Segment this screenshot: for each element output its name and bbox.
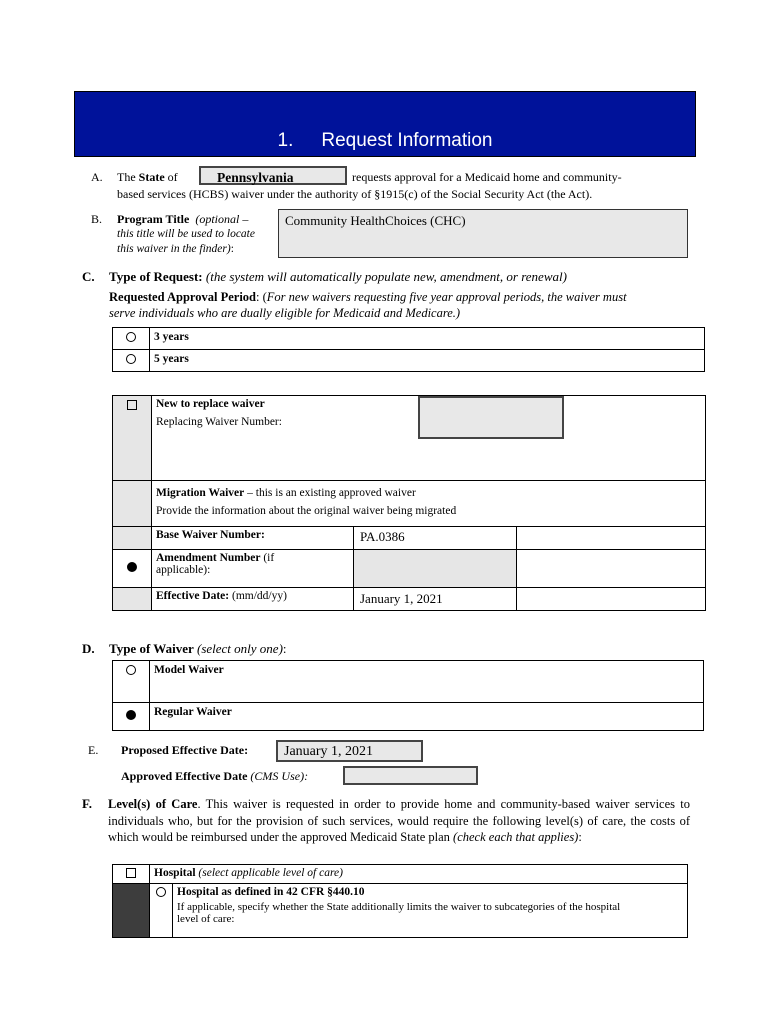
type-of-waiver (109, 641, 287, 657)
approval-period-table (112, 327, 705, 372)
proposed-date-field[interactable] (276, 740, 423, 762)
amendment-note2: applicable): (156, 564, 211, 576)
program-title-value: Community HealthChoices (CHC) (285, 213, 466, 228)
checkbox-icon[interactable] (127, 400, 137, 410)
section-number: 1. (277, 130, 294, 151)
section-title-text: Request Information (321, 130, 493, 151)
item-a-letter: A. (91, 170, 103, 184)
approved-date-field[interactable] (343, 766, 478, 785)
new-waiver-row (113, 396, 706, 481)
approval-period-note1: For new waivers requesting five year approval periods, the waiver must (266, 290, 627, 304)
effective-date-blank (113, 588, 152, 611)
regular-waiver-label: Regular Waiver (150, 703, 704, 731)
period-3-label: 3 years (150, 328, 705, 350)
effective-date-extra (517, 588, 706, 611)
amendment-radio-cell[interactable] (113, 550, 152, 588)
item-a-text2: based services (HCBS) waiver under the authority of §1915(c) of the Social Security Act (the Act). (117, 187, 593, 201)
period-row-3 (113, 328, 705, 350)
type-of-request-note: (the system will automatically populate new, amendment, or renewal) (205, 269, 567, 284)
effective-date-row (113, 588, 706, 611)
new-waiver-check-cell[interactable] (113, 396, 152, 481)
request-type-table (112, 395, 706, 611)
level-of-care-label: Level(s) of Care (108, 797, 198, 811)
base-waiver-extra (517, 527, 706, 550)
program-title-field[interactable] (278, 209, 688, 258)
item-b-letter: B. (91, 212, 103, 226)
hospital-label-cell (150, 865, 688, 884)
approval-period-line1 (109, 290, 627, 305)
state-field[interactable] (199, 166, 347, 185)
approval-period-label: Requested Approval Period (109, 290, 256, 304)
radio-icon[interactable] (126, 665, 136, 675)
type-of-request (109, 269, 567, 285)
base-waiver-blank (113, 527, 152, 550)
model-waiver-row (113, 661, 704, 703)
new-waiver-cell (152, 396, 706, 481)
proposed-date-label: Proposed Effective Date: (121, 743, 249, 757)
type-of-waiver-colon: : (282, 641, 287, 656)
migration-cell (152, 481, 706, 527)
migration-info: Provide the information about the original waiver being migrated (156, 505, 457, 517)
item-d-letter: D. (82, 641, 95, 656)
approval-period-colon: : ( (256, 290, 267, 304)
hospital-def-blank (113, 884, 150, 938)
radio-icon[interactable] (126, 332, 136, 342)
regular-waiver-row (113, 703, 704, 731)
hospital-def-cell (173, 884, 688, 938)
waiver-type-table (112, 660, 704, 731)
replacing-waiver-field[interactable] (418, 396, 564, 439)
approved-date-label (121, 769, 308, 784)
radio-icon[interactable] (126, 354, 136, 364)
state-value: Pennsylvania (217, 170, 294, 185)
level-of-care-line3: of care, the costs of which would be reimbursed under the approved Medicaid State plan (108, 813, 691, 844)
section-banner (74, 91, 696, 157)
base-waiver-value[interactable]: PA.0386 (354, 527, 517, 550)
program-title-note3: this waiver in the finder) (117, 243, 231, 255)
program-title-label-bold: Program Title (117, 212, 190, 226)
model-waiver-radio-cell[interactable] (113, 661, 150, 703)
item-a-pre: The (117, 170, 139, 184)
radio-icon[interactable] (127, 562, 137, 572)
hospital-def-text1: If applicable, specify whether the State additionally limits the waiver to subcategories of the hospital (177, 901, 621, 913)
section-title (75, 130, 695, 152)
amendment-label: Amendment Number (156, 552, 261, 564)
program-title-colon: : (230, 243, 234, 255)
period-5-radio-cell[interactable] (113, 350, 150, 372)
regular-waiver-radio-cell[interactable] (113, 703, 150, 731)
replacing-waiver-label: Replacing Waiver Number: (156, 416, 282, 428)
period-3-radio-cell[interactable] (113, 328, 150, 350)
item-a-text1: requests approval for a Medicaid home and community- (352, 170, 622, 184)
hospital-def-text2: level of care: (177, 913, 235, 925)
amendment-extra (517, 550, 706, 588)
approved-date-note: (CMS Use): (247, 769, 309, 783)
effective-date-value[interactable]: January 1, 2021 (354, 588, 517, 611)
amendment-row (113, 550, 706, 588)
effective-date-label-cell (152, 588, 354, 611)
amendment-label-cell (152, 550, 354, 588)
item-a-lead (117, 170, 178, 185)
new-waiver-label: New to replace waiver (156, 398, 265, 410)
type-of-waiver-label: Type of Waiver (109, 641, 194, 656)
approval-period-note2: serve individuals who are dually eligible for Medicaid and Medicare.) (109, 306, 461, 320)
radio-icon[interactable] (156, 887, 166, 897)
effective-date-note: (mm/dd/yy) (229, 590, 287, 602)
base-waiver-row (113, 527, 706, 550)
program-title-note1: (optional – (195, 212, 249, 226)
period-5-label: 5 years (150, 350, 705, 372)
program-title-note3-wrap (117, 243, 234, 255)
level-of-care-table (112, 864, 688, 938)
migration-check-cell (113, 481, 152, 527)
migration-text: – this is an existing approved waiver (244, 487, 416, 499)
level-of-care-line1: . This waiver is requested in order to provide home and community-based waiver (197, 797, 630, 811)
effective-date-label: Effective Date: (156, 590, 230, 602)
checkbox-icon[interactable] (126, 868, 136, 878)
base-waiver-label: Base Waiver Number: (152, 527, 354, 550)
program-title-label (117, 212, 248, 227)
program-title-note2: this title will be used to locate (117, 228, 255, 240)
hospital-def-row (113, 884, 688, 938)
migration-label: Migration Waiver (156, 487, 245, 499)
hospital-def-radio-cell[interactable] (150, 884, 173, 938)
level-of-care-colon: : (578, 830, 582, 844)
type-of-request-label: Type of Request: (109, 269, 203, 284)
proposed-date-value: January 1, 2021 (284, 744, 374, 759)
type-of-waiver-note: (select only one) (193, 641, 283, 656)
item-a-state-word: State (138, 170, 165, 184)
hospital-def-label: Hospital as defined in 42 CFR §440.10 (177, 886, 365, 898)
model-waiver-label: Model Waiver (150, 661, 704, 703)
hospital-row (113, 865, 688, 884)
hospital-note: (select applicable level of care) (195, 867, 343, 879)
level-of-care-paragraph (108, 796, 690, 846)
radio-icon[interactable] (126, 710, 136, 720)
item-c-letter: C. (82, 269, 95, 284)
migration-row (113, 481, 706, 527)
period-row-5 (113, 350, 705, 372)
item-f-letter: F. (82, 796, 92, 811)
level-of-care-line4-note: applies) (538, 830, 579, 844)
amendment-field[interactable] (354, 550, 517, 588)
item-a-of: of (164, 170, 178, 184)
hospital-check-cell[interactable] (113, 865, 150, 884)
hospital-label: Hospital (154, 867, 196, 879)
approved-date-label-bold: Approved Effective Date (121, 769, 248, 783)
item-e-letter: E. (88, 743, 99, 757)
level-of-care-line2: services to individuals who, but for the provision of such services, would require the following level(s) (108, 797, 691, 828)
level-of-care-line3-note: (check each that (453, 830, 535, 844)
amendment-note: (if (260, 552, 275, 564)
